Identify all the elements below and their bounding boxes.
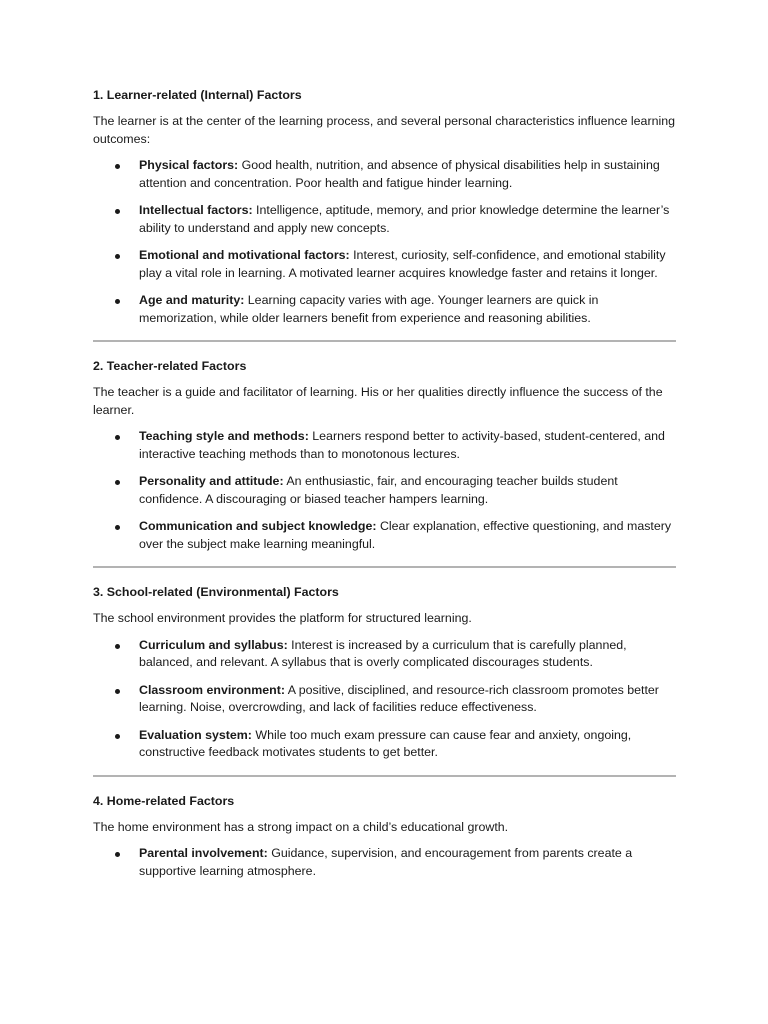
list-item [93,202,676,237]
item-text: Learning capacity varies with age. Younger learners are quick in memorization, while older learners benefit from experience and reasoning abilities. [139,293,599,325]
bullet-icon [115,299,120,304]
section-heading: 1. Learner-related (Internal) Factors [93,88,302,102]
list-item [93,428,676,463]
section-home-factors [93,792,676,881]
item-term: Emotional and motivational factors: [139,248,350,262]
bullet-icon [115,209,120,214]
bullet-icon [115,254,120,259]
item-term: Age and maturity: [139,293,245,307]
section-heading: 2. Teacher-related Factors [93,359,247,373]
bullet-icon [115,525,120,530]
list-item [93,637,676,672]
section-intro: The home environment has a strong impact on a child’s educational growth. [93,819,509,834]
section-learner-factors [93,86,676,327]
item-term: Parental involvement: [139,846,268,860]
section-divider [93,340,676,342]
list-item [93,682,676,717]
section-intro: The school environment provides the platform for structured learning. [93,611,472,625]
item-text: Learners respond better to activity-based, student-centered, and interactive teaching methods than to monotonous lectures. [139,429,665,461]
document-page [93,86,676,890]
item-term: Curriculum and syllabus: [139,637,288,652]
item-text: An enthusiastic, fair, and encouraging teacher builds student confidence. A discouraging or biased teacher hampers learning. [139,474,618,506]
item-text: Good health, nutrition, and absence of physical disabilities help in sustaining attention and concentration. Poor health and fatigue hinder learning. [139,158,660,190]
bullet-icon [115,164,120,169]
item-text: Clear explanation, effective questioning, and mastery over the subject make learning meaningful. [139,519,672,551]
item-text: While too much exam pressure can cause fear and anxiety, ongoing, constructive feedback motivates students to get better. [139,727,632,759]
bullet-icon [115,689,120,694]
section-heading: 3. School-related (Environmental) Factors [93,585,339,599]
section-intro: The teacher is a guide and facilitator of learning. His or her qualities directly influence the success of the learner. [93,385,663,417]
item-term: Physical factors: [139,158,239,172]
item-term: Teaching style and methods: [139,429,309,443]
bullet-list [93,157,676,327]
item-term: Evaluation system: [139,727,252,742]
item-text: Interest, curiosity, self-confidence, and emotional stability play a vital role in learning. A motivated learner acquires knowledge faster and retains it longer. [139,248,666,280]
item-term: Communication and subject knowledge: [139,519,377,533]
list-item [93,247,676,282]
item-term: Personality and attitude: [139,474,284,488]
bullet-list [93,845,676,880]
list-item [93,845,676,880]
section-heading: 4. Home-related Factors [93,793,235,808]
item-text: Guidance, supervision, and encouragement from parents create a supportive learning atmosphere. [139,846,633,878]
list-item [93,727,676,762]
section-divider [93,566,676,568]
item-term: Classroom environment: [139,682,285,697]
bullet-icon [115,435,120,440]
bullet-list [93,428,676,553]
section-school-factors [93,583,676,762]
bullet-icon [115,644,120,649]
list-item [93,292,676,327]
list-item [93,518,676,553]
bullet-list [93,637,676,762]
section-divider [93,775,676,777]
item-term: Intellectual factors: [139,203,253,217]
item-text: Interest is increased by a curriculum that is carefully planned, balanced, and relevant. A syllabus that is overly complicated discourages students. [139,637,627,669]
bullet-icon [115,480,120,485]
item-text: Intelligence, aptitude, memory, and prior knowledge determine the learner’s ability to understand and apply new concepts. [139,203,670,235]
bullet-icon [115,852,120,857]
section-intro: The learner is at the center of the learning process, and several personal characteristics influence learning outcomes: [93,114,675,146]
list-item [93,473,676,508]
list-item [93,157,676,192]
section-teacher-factors [93,357,676,553]
item-text: A positive, disciplined, and resource-rich classroom promotes better learning. Noise, overcrowding, and lack of facilities reduce effectiveness. [139,682,659,714]
bullet-icon [115,734,120,739]
